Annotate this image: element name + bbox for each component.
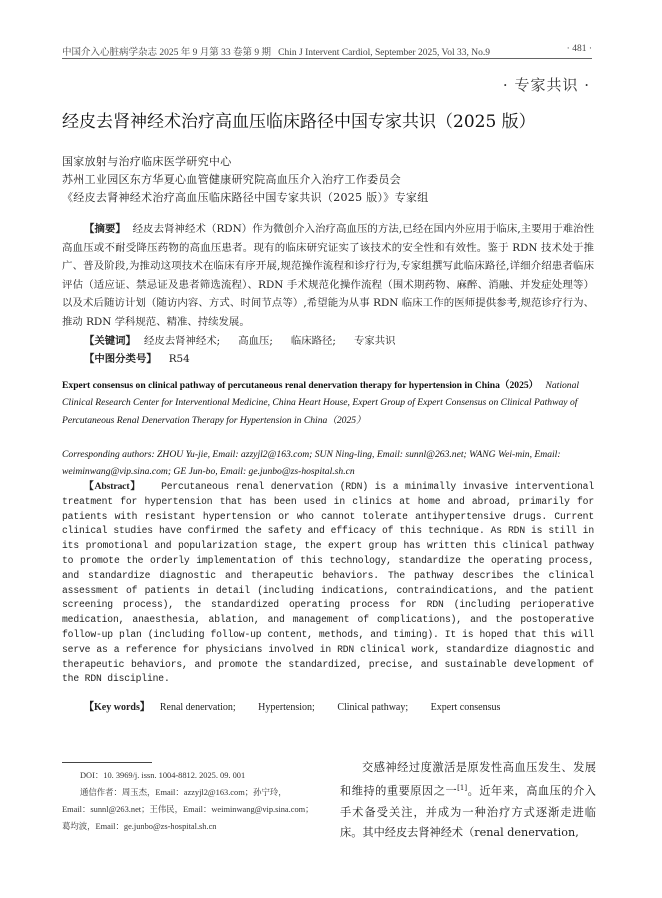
- classification-label: 【中图分类号】: [84, 353, 157, 365]
- keyword-en: Hypertension;: [258, 702, 315, 713]
- section-label: · 专家共识 ·: [502, 76, 590, 94]
- classification-value: R54: [168, 353, 190, 365]
- keyword-en: Expert consensus: [430, 702, 501, 713]
- footnote-line: Email：sunnl@263.net；王伟民，Email：weiminwang@vip.sina.com；: [62, 805, 314, 814]
- abstract-en-text: Percutaneous renal denervation (RDN) is a minimally invasive interventional treatment for hypertension that has been used in clinics at home and abroad, primarily for patients with resistant hypertension or who cannot tolerate antihypertensive drugs. Current clinical studies have confirmed the safety and efficacy of this technique. As RDN is still in its promotional and popularization stage, the expert group has written this clinical pathway to promote the orderly implementation of this technology, standardize the operating process, and standardize diagnostic and therapeutic behaviors. The pathway describes the clinical assessment of patients in detail (including indications, contraindications, and the patient screening process), the standardized operating process for RDN (including perioperative medication, anaesthesia, ablation, and management of complications), and the postoperative follow-up plan (including follow-up content, methods, and timing). It is hoped that this will serve as a reference for physicians involved in RDN clinical work, standardize diagnostic and therapeutic behaviors, and promote the standardized, precise, and sustainable development of the RDN discipline.: [62, 481, 594, 685]
- footnote-line: 通信作者：周玉杰，Email：azzyjl2@163.com；孙宁玲，: [80, 788, 287, 797]
- journal-en: Chin J Intervent Cardiol, September 2025, Vol 33, No.9: [278, 48, 490, 58]
- keywords-cn: [62, 332, 594, 347]
- abstract-en: [62, 480, 594, 687]
- keywords-cn-label: 【关键词】: [84, 335, 136, 347]
- english-authors: National Clinical Research Center for Interventional Medicine, China Heart House, Expert Group of Expert Consensus on Clinical Pathway of Percutaneous Renal Denervation Therapy for Hypertension in China（2025）: [62, 380, 580, 426]
- page-number: · 481 ·: [566, 44, 592, 54]
- keyword-cn: 高血压;: [238, 335, 273, 347]
- keyword-en: Clinical pathway;: [337, 702, 409, 713]
- affiliation-2: 苏州工业园区东方华夏心血管健康研究院高血压介入治疗工作委员会: [62, 173, 401, 186]
- abstract-en-label: 【Abstract】: [84, 481, 141, 492]
- article-title: 经皮去肾神经术治疗高血压临床路径中国专家共识（2025 版）: [62, 112, 536, 132]
- keywords-en: [62, 699, 594, 717]
- footnote-rule: [62, 762, 152, 763]
- corresponding-text: Corresponding authors: ZHOU Yu-jie, Email: azzyjl2@163.com; SUN Ning-ling, Email: sunnl@263.net; WANG Wei-min, Email: weiminwang@vip.sina.com; GE Jun-bo, Email: ge.junbo@zs-hospital.sh.cn: [62, 449, 561, 478]
- keyword-en: Renal denervation;: [159, 702, 236, 713]
- corresponding-authors: [62, 446, 594, 481]
- body-text-1: 交感神经过度激活是原发性高血压发生、发展和维持的重要原因之一: [340, 761, 596, 799]
- body-text-2: 。近年来，高血压的介入手术备受关注，并成为一种治疗方式逐渐走进临床。其中经皮去肾神经术（renal denervation,: [340, 785, 596, 839]
- affiliation-1: 国家放射与治疗临床医学研究中心: [62, 155, 232, 168]
- abstract-cn: [62, 220, 594, 331]
- running-header: [62, 44, 592, 58]
- affiliation-3: 《经皮去肾神经术治疗高血压临床路径中国专家共识（2025 版）》专家组: [62, 191, 429, 204]
- journal-cn: 中国介入心脏病学杂志 2025 年 9 月第 33 卷第 9 期: [62, 48, 272, 58]
- keyword-cn: 临床路径;: [290, 335, 336, 347]
- header-rule: [62, 58, 592, 59]
- keyword-cn: 专家共识: [353, 335, 396, 347]
- classification: [62, 350, 594, 365]
- abstract-cn-label: 【摘要】: [84, 223, 126, 235]
- english-title-block: [62, 377, 594, 429]
- body-paragraph: [340, 758, 596, 843]
- citation-ref[interactable]: [1]: [457, 784, 468, 793]
- keyword-cn: 经皮去肾神经术;: [143, 335, 221, 347]
- footnote-line: 葛均波，Email：ge.junbo@zs-hospital.sh.cn: [62, 822, 217, 831]
- keywords-en-label: 【Key words】: [84, 702, 150, 713]
- footnote-doi: DOI：10. 3969/j. issn. 1004-8812. 2025. 09. 001: [80, 771, 246, 780]
- abstract-cn-text: 经皮去肾神经术（RDN）作为微创介入治疗高血压的方法,已经在国内外应用于临床,主要用于难治性高血压或不耐受降压药物的高血压患者。现有的临床研究证实了该技术的安全性和有效性。鉴于 RDN 技术处于推广、普及阶段,为推动这项技术在临床有序开展,规范操作流程和诊疗行为,专家组撰写此临床路径,详细介绍患者临床评估（适应证、禁忌证及患者筛选流程）、RDN 手术规范化操作流程（围术期药物、麻醉、消融、并发症处理等）以及术后随访计划（随访内容、方式、时间节点等）,希望能为从事 RDN 临床工作的医师提供参考,规范诊疗行为、推动 RDN 学科规范、精准、持续发展。: [62, 223, 595, 328]
- english-title: Expert consensus on clinical pathway of percutaneous renal denervation therapy for hypertension in China（2025）: [62, 380, 539, 391]
